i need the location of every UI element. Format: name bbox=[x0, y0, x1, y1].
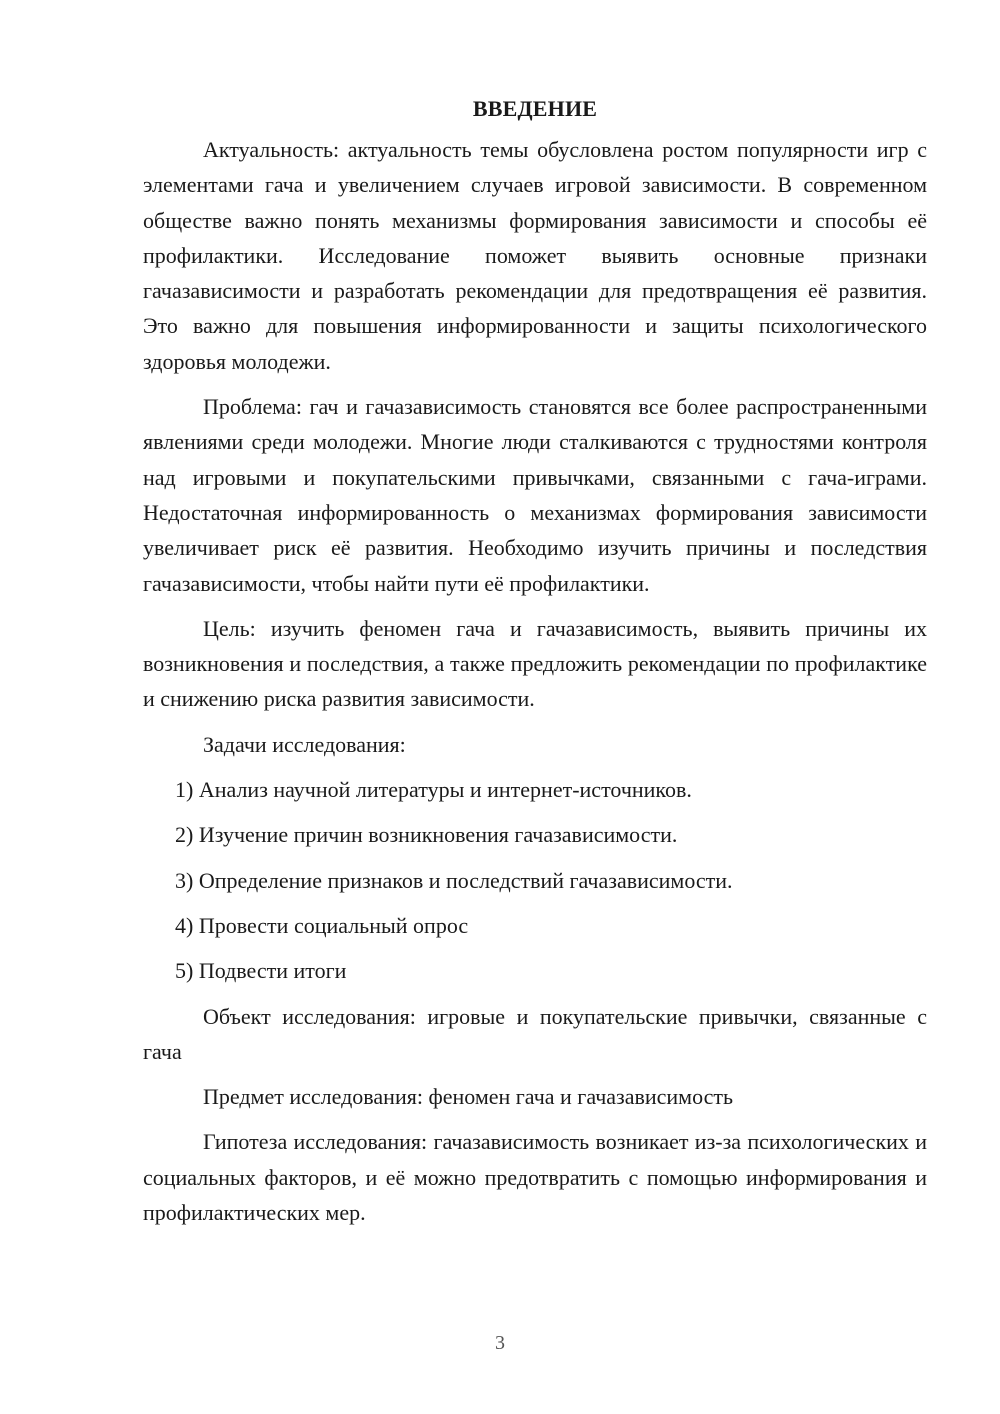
list-item: 4) Провести социальный опрос bbox=[175, 912, 469, 938]
paragraph-object: Объект исследования: игровые и покупательские привычки, связанные с гача bbox=[143, 1003, 927, 1064]
list-item: 1) Анализ научной литературы и интернет-источников. bbox=[175, 777, 692, 803]
list-item: 5) Подвести итоги bbox=[175, 958, 347, 984]
list-item: 2) Изучение причин возникновения гачазависимости. bbox=[175, 822, 678, 848]
page-number: 3 bbox=[495, 1332, 505, 1354]
paragraph-hypothesis: Гипотеза исследования: гачазависимость возникает из-за психологических и социальных факторов, и её можно предотвратить с помощью информирования и профилактических мер. bbox=[143, 1129, 927, 1226]
paragraph-relevance: Актуальность: актуальность темы обусловлена ростом популярности игр с элементами гача и увеличением случаев игровой зависимости. В современном обществе важно понять механизмы формирования зависимости и способы её профилактики. Исследование поможет выявить основные признаки гачазависимости и разработать рекомендации для предотвращения её развития. Это важно для повышения информированности и защиты психологического здоровья молодежи. bbox=[143, 137, 927, 374]
section-heading: ВВЕДЕНИЕ bbox=[472, 96, 598, 121]
list-item: 3) Определение признаков и последствий гачазависимости. bbox=[175, 867, 733, 893]
paragraph-goal: Цель: изучить феномен гача и гачазависимость, выявить причины их возникновения и последствия, а также предложить рекомендации по профилактике и снижению риска развития зависимости. bbox=[143, 615, 927, 712]
document-page bbox=[143, 92, 927, 1240]
tasks-list bbox=[143, 772, 927, 988]
paragraph-problem: Проблема: гач и гачазависимость становятся все более распространенными явлениями среди молодежи. Многие люди сталкиваются с трудностями контроля над игровыми и покупательскими привычками, связанными с гача-играми. Недостаточная информированность о механизмах формирования зависимости увеличивает риск её развития. Необходимо изучить причины и последствия гачазависимости, чтобы найти пути её профилактики. bbox=[143, 394, 927, 596]
paragraph-subject: Предмет исследования: феномен гача и гачазависимость bbox=[203, 1084, 734, 1110]
tasks-title: Задачи исследования: bbox=[203, 731, 406, 757]
